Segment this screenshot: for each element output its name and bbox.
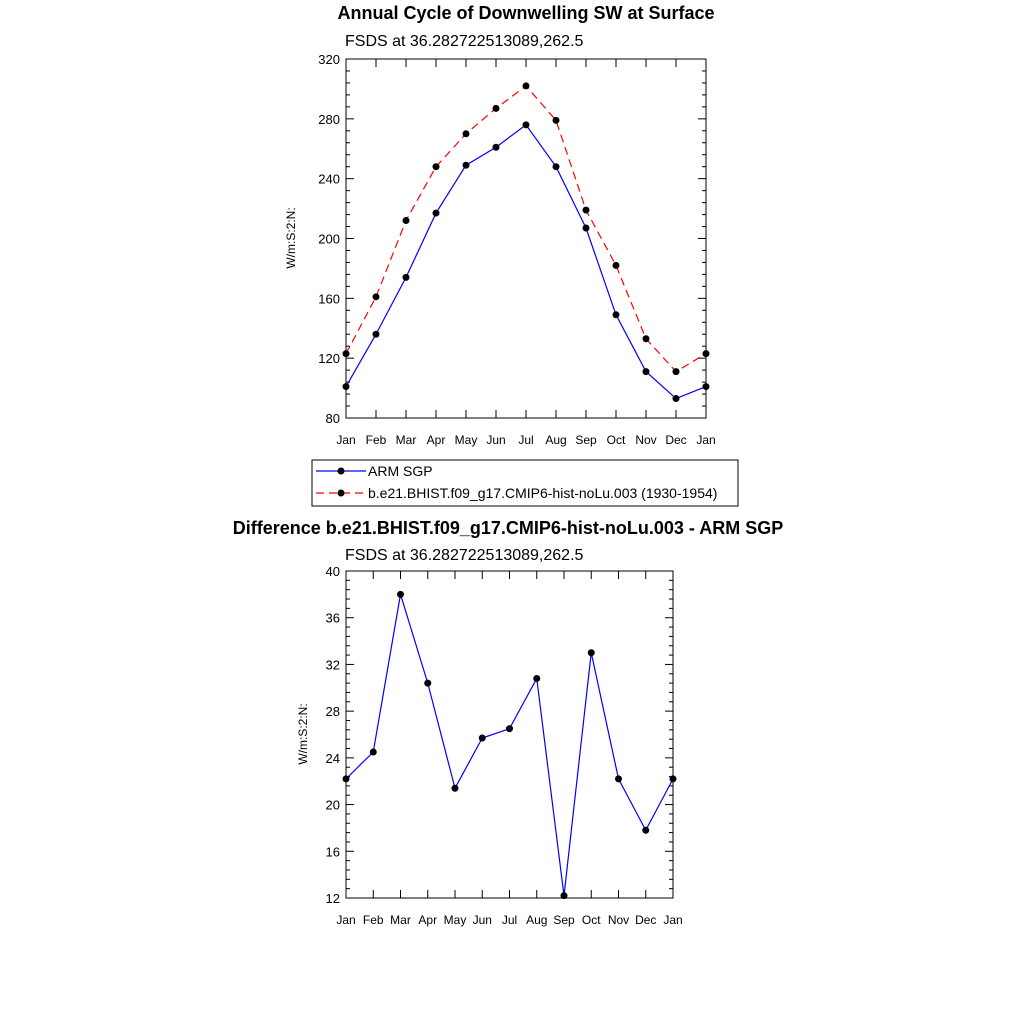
- top-x-tick-label: Jan: [336, 433, 356, 447]
- bottom-x-tick-label: Jan: [336, 913, 356, 927]
- top-series-1-point: [343, 350, 350, 357]
- top-series-0-point: [613, 311, 620, 318]
- top-series-0-point: [703, 383, 710, 390]
- bottom-x-tick-label: Aug: [526, 913, 548, 927]
- top-series-0-point: [373, 331, 380, 338]
- top-series-0-point: [583, 225, 590, 232]
- legend-marker-arm-sgp: [338, 468, 345, 475]
- top-plot-frame: [346, 59, 706, 418]
- top-x-tick-label: Apr: [426, 433, 446, 447]
- top-series-1-point: [553, 117, 560, 124]
- top-y-tick-label: 80: [325, 411, 340, 426]
- top-series-1-point: [523, 82, 530, 89]
- bottom-x-tick-label: Sep: [553, 913, 575, 927]
- top-series-1-point: [463, 130, 470, 137]
- bottom-y-tick-label: 12: [325, 891, 340, 906]
- bottom-x-tick-label: Feb: [362, 913, 384, 927]
- bottom-series-0-point: [533, 675, 540, 682]
- top-x-tick-label: Dec: [665, 433, 687, 447]
- chart-subtitle: FSDS at 36.282722513089,262.5: [345, 33, 584, 50]
- legend-label-arm-sgp: ARM SGP: [368, 463, 433, 479]
- top-series-line-1: [346, 86, 706, 372]
- top-y-tick-label: 240: [318, 171, 340, 187]
- difference-y-axis-label: W/m:S:2:N:: [296, 703, 310, 765]
- top-x-tick-label: Jul: [518, 433, 534, 447]
- top-x-tick-label: Jun: [486, 433, 506, 447]
- top-series-0-point: [463, 162, 470, 169]
- top-x-tick-label: Aug: [545, 433, 567, 447]
- bottom-series-0-point: [561, 892, 568, 899]
- bottom-series-0-point: [615, 775, 622, 782]
- bottom-series-0-point: [670, 775, 677, 782]
- bottom-x-tick-label: Oct: [581, 913, 601, 927]
- bottom-y-tick-label: 20: [325, 797, 340, 813]
- top-x-tick-label: Oct: [606, 433, 626, 447]
- bottom-series-0-point: [588, 649, 595, 656]
- bottom-series-0-point: [343, 775, 350, 782]
- chart-title: Annual Cycle of Downwelling SW at Surface: [337, 3, 715, 23]
- top-series-line-0: [346, 125, 706, 399]
- top-series-0-point: [403, 274, 410, 281]
- bottom-series-line-0: [346, 594, 673, 895]
- top-series-0-point: [493, 144, 500, 151]
- bottom-series-0-point: [397, 591, 404, 598]
- y-axis-label: W/m:S:2:N:: [284, 207, 298, 269]
- bottom-x-tick-label: Jun: [472, 913, 492, 927]
- bottom-series-0-point: [642, 827, 649, 834]
- top-series-0-point: [553, 163, 560, 170]
- top-x-tick-label: Feb: [365, 433, 387, 447]
- top-series-0-point: [643, 368, 650, 375]
- top-series-1-point: [643, 335, 650, 342]
- bottom-y-tick-label: 16: [325, 844, 340, 860]
- annual-cycle-chart: [284, 3, 716, 447]
- legend-marker-model: [338, 490, 345, 497]
- top-x-tick-label: Nov: [635, 433, 657, 447]
- bottom-plot-frame: [346, 571, 673, 898]
- bottom-y-tick-label: 40: [325, 564, 340, 579]
- bottom-series-0-point: [479, 735, 486, 742]
- bottom-x-tick-label: Apr: [418, 913, 438, 927]
- top-x-tick-label: Jan: [696, 433, 716, 447]
- bottom-x-tick-label: Jan: [663, 913, 683, 927]
- top-series-1-point: [583, 207, 590, 214]
- top-series-1-point: [493, 105, 500, 112]
- top-y-tick-label: 160: [318, 291, 340, 307]
- bottom-y-tick-label: 24: [325, 750, 340, 766]
- top-series-0-point: [523, 121, 530, 128]
- difference-chart-subtitle: FSDS at 36.282722513089,262.5: [345, 547, 584, 564]
- top-series-0-point: [673, 395, 680, 402]
- bottom-series-0-point: [424, 680, 431, 687]
- top-y-tick-label: 200: [318, 231, 340, 247]
- top-y-tick-label: 280: [318, 111, 340, 127]
- bottom-x-tick-label: Nov: [607, 913, 630, 927]
- difference-chart: [233, 518, 783, 927]
- top-y-tick-label: 320: [318, 52, 340, 67]
- top-series-1-point: [673, 368, 680, 375]
- top-x-tick-label: Mar: [395, 433, 417, 447]
- legend: [312, 460, 738, 506]
- top-x-tick-label: Sep: [575, 433, 597, 447]
- legend-label-model: b.e21.BHIST.f09_g17.CMIP6-hist-noLu.003 (1930-1954): [368, 485, 718, 501]
- top-series-1-point: [613, 262, 620, 269]
- top-series-1-point: [703, 350, 710, 357]
- bottom-y-tick-label: 36: [325, 610, 340, 626]
- top-series-0-point: [433, 210, 440, 217]
- bottom-series-0-point: [370, 749, 377, 756]
- top-series-1-point: [373, 293, 380, 300]
- bottom-series-0-point: [452, 785, 459, 792]
- top-series-0-point: [343, 383, 350, 390]
- top-y-tick-label: 120: [318, 351, 340, 367]
- bottom-y-tick-label: 28: [325, 704, 340, 720]
- top-series-1-point: [433, 163, 440, 170]
- top-x-tick-label: May: [454, 433, 478, 447]
- bottom-x-tick-label: Mar: [390, 913, 411, 927]
- bottom-x-tick-label: May: [443, 913, 467, 927]
- top-series-1-point: [403, 217, 410, 224]
- bottom-x-tick-label: Jul: [501, 913, 518, 927]
- difference-chart-title: Difference b.e21.BHIST.f09_g17.CMIP6-hist-noLu.003 - ARM SGP: [232, 518, 784, 538]
- bottom-x-tick-label: Dec: [635, 913, 657, 927]
- bottom-series-0-point: [506, 725, 513, 732]
- bottom-y-tick-label: 32: [325, 657, 340, 673]
